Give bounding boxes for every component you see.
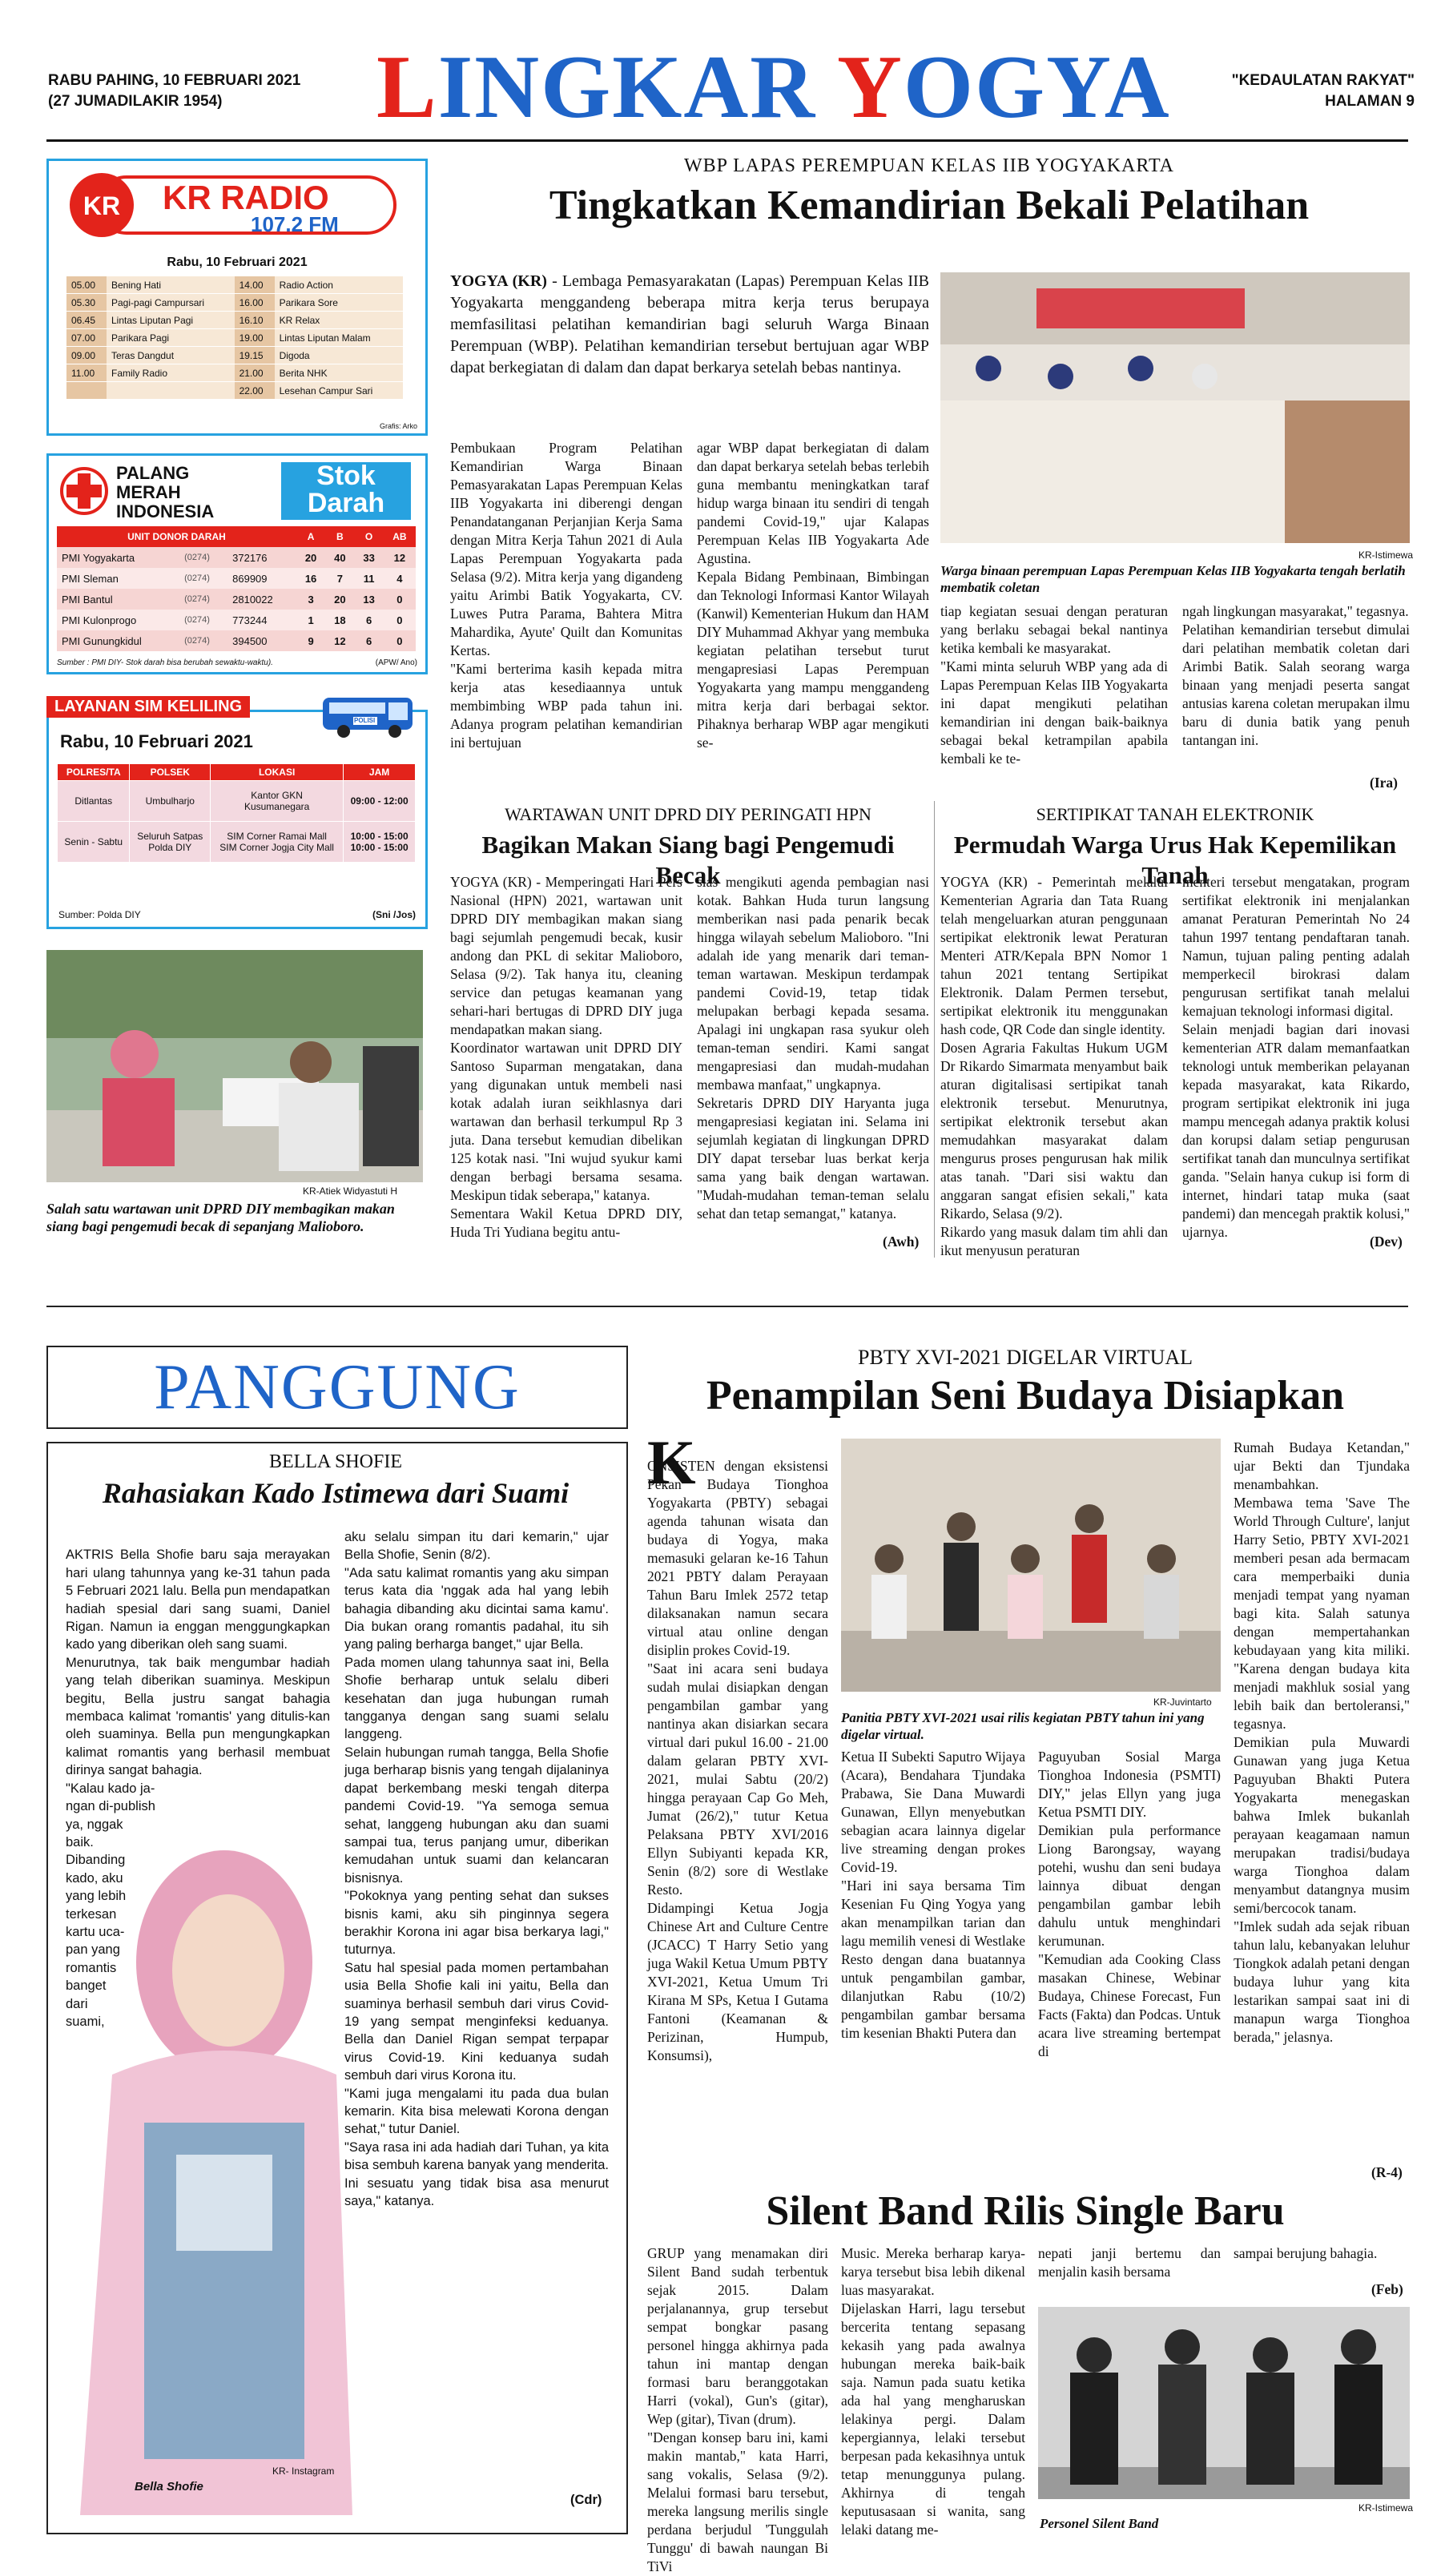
sim-header-cell: POLSEK bbox=[130, 764, 211, 781]
pmi-box bbox=[46, 453, 428, 674]
pmi-unit-cell: 372176 bbox=[227, 547, 296, 568]
bus-label: POLISI bbox=[354, 717, 376, 724]
bella-photo-label: Bella Shofie bbox=[135, 2480, 203, 2493]
pmi-stock-cell: 3 bbox=[296, 589, 325, 610]
schedule-time: 09.00 bbox=[66, 347, 107, 364]
pmi-stock-cell: 13 bbox=[354, 589, 383, 610]
schedule-row bbox=[66, 347, 403, 364]
sim-cell: Umbulharjo bbox=[130, 781, 211, 822]
wbp-photo-caption: Warga binaan perempuan Lapas Perempuan Kelas IIB Yogyakarta tengah berlatih membatik coletan bbox=[940, 563, 1406, 595]
bella-col-1 bbox=[66, 1528, 330, 2029]
pmi-stock-cell: 1 bbox=[296, 610, 325, 630]
panggung-banner bbox=[46, 1346, 628, 1429]
becak-photo-credit: KR-Atiek Widyastuti H bbox=[303, 1185, 398, 1197]
pmi-unit-cell: 2810022 bbox=[227, 589, 296, 610]
wbp-headline: Tingkatkan Kemandirian Bekali Pelatihan bbox=[549, 183, 1310, 228]
pmi-unit-cell: PMI Gunungkidul bbox=[57, 630, 179, 651]
photo-pbty-panel bbox=[841, 1439, 1221, 1692]
sertifikat-headline: Permudah Warga Urus Hak Kepemilikan Tanah bbox=[953, 831, 1397, 889]
wbp-signature: (Ira) bbox=[1370, 775, 1398, 791]
pmi-cross-icon bbox=[60, 467, 108, 515]
pmi-unit-cell: PMI Kulonprogo bbox=[57, 610, 179, 630]
kr-radio-schedule-table bbox=[66, 276, 403, 400]
bella-photo-credit: KR- Instagram bbox=[272, 2465, 335, 2477]
bella-headline: Rahasiakan Kado Istimewa dari Suami bbox=[102, 1477, 570, 1509]
pmi-title-line3: INDONESIA bbox=[116, 501, 215, 521]
stok-label: Stok bbox=[316, 461, 376, 491]
pmi-stock-cell: 4 bbox=[384, 568, 416, 589]
pmi-stock-cell: 0 bbox=[384, 610, 416, 630]
pmi-stock-cell: 0 bbox=[384, 589, 416, 610]
silent-photo-caption: Personel Silent Band bbox=[1040, 2516, 1159, 2531]
schedule-time bbox=[66, 382, 107, 400]
title-word-ingkar: INGKAR bbox=[437, 38, 838, 137]
sim-credit: (Sni /Jos) bbox=[372, 909, 416, 920]
kr-radio-box bbox=[46, 159, 428, 436]
schedule-time: 06.45 bbox=[66, 312, 107, 329]
title-letter-l: L bbox=[376, 38, 438, 137]
svg-text:KR: KR bbox=[83, 191, 121, 220]
sim-date: Rabu, 10 Februari 2021 bbox=[60, 731, 253, 751]
kr-radio-frequency: 107.2 FM bbox=[251, 212, 339, 236]
sertifikat-col-2: menteri tersebut mengatakan, program sertifikat elektronik ini menjalankan amanat Peraturan Pemerintah No 24 tahun 1997 tentang pendaftaran tanah. Namun, tujuan paling penting adalah memperkecil birokrasi dalam pengurusan sertifikat tanah melalui kemajuan teknologi informasi digital. Selain menjadi bagian dari inovasi kementerian ATR dalam memanfaatkan teknologi untuk memberikan pelayanan kepada masyarakat, kata Rikardo, program sertipikat elektronik ini juga mampu mencegah adanya praktik kolusi dan korupsi dalam setiap pengurusan sertifikat tanah dan munculnya sertifikat ganda. "Selain hanya cukup isi form di internet, hindari tatap muka (saat pandemi) dan mencegah praktik kolusi," ujarnya. bbox=[1182, 874, 1410, 1240]
masthead-right bbox=[1232, 70, 1415, 112]
publisher-name: "KEDAULATAN RAKYAT" bbox=[1231, 72, 1415, 89]
pmi-header-cell: O bbox=[354, 526, 383, 547]
kr-radio-date: Rabu, 10 Februari 2021 bbox=[167, 256, 308, 269]
pmi-unit-cell: 869909 bbox=[227, 568, 296, 589]
pmi-unit-cell: (0274) bbox=[179, 630, 227, 651]
pbty-col-4: Rumah Budaya Ketandan," ujar Bekti dan Tjundaka menambahkan. Membawa tema 'Save The World Through Culture', lanjut Harry Setio, PBTY XVI-2021 memberi pesan ada bermacam cara memperbaiki dunia menjadi tempat yang nyaman bagi kita. Salah satunya dengan mempertahankan kebudayaan yang kita miliki. "Karena dengan budaya kita menjadi makhluk sosial yang lebih baik dan bertoleransi," tegasnya. Demikian pula Muwardi Gunawan yang juga Ketua Paguyuban Bhakti Putera Yogyakarta menegaskan bahwa Imlek bukanlah perayaan keagamaan namun merupakan tradisi/budaya warga Tionghoa dalam menyambut datangnya musim semi/bercocok tanam. "Imlek sudah ada sejak ribuan tahun lalu, kebanyakan leluhur Tiongkok adalah petani dengan budaya luhur yang kita lestarikan sampai saat ini di manapun warga Tionghoa berada," jelasnya. bbox=[1234, 1439, 1410, 2045]
schedule-program: Parikara Pagi bbox=[107, 329, 235, 347]
sim-row bbox=[58, 781, 416, 822]
wbp-photo-credit: KR-Istimewa bbox=[1358, 549, 1414, 561]
pmi-header-cell: AB bbox=[384, 526, 416, 547]
pmi-unit-cell: 394500 bbox=[227, 630, 296, 651]
pmi-unit-cell: 773244 bbox=[227, 610, 296, 630]
kr-radio-name: KR RADIO bbox=[163, 179, 329, 216]
pmi-unit-cell: (0274) bbox=[179, 547, 227, 568]
silent-col-1: GRUP yang menamakan diri Silent Band sudah terbentuk sejak 2015. Dalam perjalanannya, grup tersebut sempat bongkar pasang personel hingga akhirnya pada tahun ini mantap dengan formasi baru beranggotakan Harri (vokal), Gun's (gitar), Wep (gitar), Tivan (drum). "Dengan konsep baru ini, kami makin mantab," kata Harri, sang vokalis, Selasa (9/2). Melalui formasi baru tersebut, mereka langsung merilis single perdana berjudul 'Tunggulah Tunggu' di bawah naungan Bi TiVi bbox=[647, 2245, 828, 2574]
schedule-row bbox=[66, 364, 403, 382]
sim-header-cell: JAM bbox=[344, 764, 416, 781]
pmi-unit-cell: PMI Yogyakarta bbox=[57, 547, 179, 568]
pmi-stock-cell: 7 bbox=[325, 568, 354, 589]
stok-darah-badge bbox=[281, 462, 411, 520]
section-divider bbox=[46, 1306, 1408, 1307]
hpn-kicker: WARTAWAN UNIT DPRD DIY PERINGATI HPN bbox=[505, 804, 871, 824]
schedule-program: Pagi-pagi Campursari bbox=[107, 294, 235, 312]
pmi-unit-cell: PMI Bantul bbox=[57, 589, 179, 610]
schedule-time: 19.00 bbox=[235, 329, 275, 347]
wbp-kicker: WBP LAPAS PEREMPUAN KELAS IIB YOGYAKARTA bbox=[683, 155, 1175, 176]
pmi-stock-cell: 6 bbox=[354, 610, 383, 630]
pmi-header-row bbox=[57, 526, 416, 547]
pmi-title-line2: MERAH bbox=[116, 482, 181, 502]
sim-title: LAYANAN SIM KELILING bbox=[46, 696, 250, 718]
hpn-signature: (Awh) bbox=[883, 1234, 920, 1250]
sim-cell: 09:00 - 12:00 bbox=[344, 781, 416, 822]
sim-source: Sumber: Polda DIY bbox=[58, 909, 141, 920]
kr-radio-logo bbox=[66, 171, 403, 239]
sim-row bbox=[58, 822, 416, 863]
schedule-time: 22.00 bbox=[235, 382, 275, 400]
wbp-lead-text: - Lembaga Pemasyarakatan (Lapas) Perempuan Kelas IIB Yogyakarta menggandeng beberapa mitra kerja terus berupaya memfasilitasi pelatihan kemandirian bagi seluruh Warga Binaan Perempuan (WBP). Pelatihan kemandirian tersebut bertujuan agar WBP dapat berkegiatan di dalam dan dapat berkarya setelah bebas nantinya. bbox=[450, 272, 930, 376]
pbty-signature: (R-4) bbox=[1371, 2164, 1403, 2180]
pbty-col-1 bbox=[647, 1439, 828, 2184]
date-javanese: (27 JUMADILAKIR 1954) bbox=[48, 93, 223, 110]
pmi-stock-cell: 12 bbox=[325, 630, 354, 651]
sim-box bbox=[46, 698, 428, 929]
pmi-header-cell: UNIT DONOR DARAH bbox=[57, 526, 296, 547]
schedule-time: 16.10 bbox=[235, 312, 275, 329]
sim-cell: 10:00 - 15:00 10:00 - 15:00 bbox=[344, 822, 416, 863]
photo-becak-lunch bbox=[46, 950, 423, 1182]
pmi-stock-cell: 12 bbox=[384, 547, 416, 568]
schedule-program: Lintas Liputan Malam bbox=[275, 329, 403, 347]
wbp-lead bbox=[450, 271, 929, 379]
pbty-dropcap: K bbox=[647, 1427, 696, 1497]
sim-header-cell: POLRES/TA bbox=[58, 764, 130, 781]
schedule-time: 16.00 bbox=[235, 294, 275, 312]
pmi-stock-cell: 20 bbox=[296, 547, 325, 568]
schedule-time: 07.00 bbox=[66, 329, 107, 347]
date-line bbox=[48, 70, 300, 112]
silent-headline: Silent Band Rilis Single Baru bbox=[766, 2188, 1285, 2234]
pmi-header-cell: B bbox=[325, 526, 354, 547]
photo-silent-band bbox=[1038, 2307, 1410, 2499]
bella-col-1-text: AKTRIS Bella Shofie baru saja merayakan hari ulang tahunnya yang ke-31 tahun pada 5 Februari 2021 lalu. Bella pun mendapatkan hadiah spesial dari sang suami, Daniel Rigan. Namun ia enggan menggungkapkan kado yang diberikan oleh sang suami. Menurutnya, tak baik mengumbar hadiah yang telah diberikan suaminya. Meskipun begitu, Bella justru sangat bahagia membaca kalimat 'romantis' yang ditulis-kan oleh suaminya. Bella pun mengungkapkan kalimat romantis yang berhasil membuat dirinya sangat bahagia. "Kalau kado ja- ngan di-publish ya, nggak baik. Dibanding kado, aku yang lebih terkesan kartu uca- pan yang romantis banget dari suami, bbox=[66, 1548, 330, 2029]
pbty-kicker: PBTY XVI-2021 DIGELAR VIRTUAL bbox=[857, 1346, 1193, 1369]
wbp-col-4: ngah lingkungan masyarakat," tegasnya. Pelatihan kemandirian tersebut dimulai dari pelatihan membatik coletan dari Arimbi Batik. Salah seorang warga binaan yang menjadi peserta sangat antusias karena coletan merupakan ilmu baru di dunia batik yang penuh tantangan ini. bbox=[1182, 603, 1410, 748]
photo-batik-training bbox=[940, 272, 1410, 543]
pmi-unit-cell: PMI Sleman bbox=[57, 568, 179, 589]
column-divider-1 bbox=[934, 801, 935, 1258]
silent-signature: (Feb) bbox=[1371, 2281, 1403, 2297]
title-word-ogya: OGYA bbox=[903, 38, 1171, 137]
schedule-time: 19.15 bbox=[235, 347, 275, 364]
becak-photo-caption: Salah satu wartawan unit DPRD DIY membagikan makan siang bagi pengemudi becak di sepanjang Malioboro. bbox=[46, 1201, 395, 1234]
wbp-lead-dateline: YOGYA (KR) bbox=[450, 272, 547, 290]
pmi-table-wrap bbox=[57, 526, 416, 651]
pmi-stock-cell: 11 bbox=[354, 568, 383, 589]
masthead-rule bbox=[46, 139, 1408, 142]
pmi-stock-cell: 40 bbox=[325, 547, 354, 568]
schedule-program: Digoda bbox=[275, 347, 403, 364]
kr-radio-credit: Grafis: Arko bbox=[379, 422, 417, 430]
sim-cell: Ditlantas bbox=[58, 781, 130, 822]
schedule-program: Lesehan Campur Sari bbox=[275, 382, 403, 400]
sim-table-wrap bbox=[57, 763, 416, 863]
wbp-col-3: tiap kegiatan sesuai dengan peraturan yang berlaku sebagai bekal nantinya ketika kembali ke masyarakat. "Kami minta seluruh WBP yang ada di Lapas Perempuan Kelas IIB Yogyakarta ini dapat mengikuti pelatihan kemandirian ini dengan baik-baiknya sebagai bekal ketrampilan apabila kembali ke te- bbox=[940, 603, 1168, 767]
bus-icon bbox=[321, 693, 417, 741]
hpn-headline: Bagikan Makan Siang bagi Pengemudi Becak bbox=[481, 831, 895, 889]
silent-col-4: sampai berujung bahagia. bbox=[1234, 2245, 1378, 2261]
pmi-stock-cell: 0 bbox=[384, 630, 416, 651]
schedule-program: Berita NHK bbox=[275, 364, 403, 382]
schedule-time: 05.00 bbox=[66, 276, 107, 294]
bella-signature: (Cdr) bbox=[570, 2493, 602, 2507]
sertifikat-col-1: YOGYA (KR) - Pemerintah melalui Kementerian Agraria dan Tata Ruang telah mengeluarkan aturan penggunaan sertipikat elektronik lewat Peraturan Menteri ATR/Kepala BPN Nomor 1 tahun 2021 tentang Sertipikat Elektronik. Dalam Permen tersebut, sertipikat elektronik itu menggunakan hash code, QR Code dan single identity. Dosen Agraria Fakultas Hukum UGM Dr Rikardo Simarmata menyambut baik aturan digitalisasi sertipikat tanah elektronik tersebut. Menurutnya, sertipikat elektronik tersebut akan memudahkan masyarakat dalam mengurus proses pengurusan hak milik atas tanah. "Dari sisi waktu dan anggaran sangat efisien sekali," kata Rikardo, Selasa (9/2). Rikardo yang masuk dalam tim ahli dan ikut menyusun peraturan bbox=[940, 874, 1168, 1258]
schedule-row bbox=[66, 312, 403, 329]
schedule-row bbox=[66, 276, 403, 294]
sim-cell: Kantor GKN Kusumanegara bbox=[211, 781, 344, 822]
pbty-col-3: Paguyuban Sosial Marga Tionghoa Indonesia (PSMTI) DIY," jelas Ellyn yang juga Ketua PSMTI DIY. Demikian pula performance Liong Barongsay, wayang potehi, wushu dan seni budaya lainnya dibuat dengan pengambilan gambar lebih dahulu untuk menghindari kerumunan. "Kemudian ada Cooking Class masakan Chinese, Webinar Budaya, Chinese Forecast, Fun Facts (Fakta) dan Podcas. Untuk acara live streaming bertempat di bbox=[1038, 1749, 1221, 2059]
pmi-header-cell: A bbox=[296, 526, 325, 547]
sim-schedule-table bbox=[57, 763, 416, 863]
pbty-photo-caption: Panitia PBTY XVI-2021 usai rilis kegiatan PBTY tahun ini yang digelar virtual. bbox=[841, 1710, 1205, 1742]
pmi-row bbox=[57, 568, 416, 589]
panggung-label: PANGGUNG bbox=[154, 1352, 521, 1423]
silent-col-2: Music. Mereka berharap karya-karya tersebut bisa lebih dikenal luas masyarakat. Dijelaskan Harri, lagu tersebut bercerita tentang sepasang kekasih yang pada awalnya hubungan mereka baik-baik saja. Namun pada suatu ketika ada hal yang mengharuskan lelakinya pergi. Dalam kepergiannya, lelaki tersebut berpesan pada kekasihnya untuk tetap menunggunya pulang. Akhirnya di tengah keputusasaan si wanita, sang lelaki datang me- bbox=[841, 2245, 1025, 2538]
schedule-program: Lintas Liputan Pagi bbox=[107, 312, 235, 329]
kr-radio-schedule bbox=[66, 276, 403, 400]
wbp-col-1: Pembukaan Program Pelatihan Kemandirian Warga Binaan Pemasyarakatan Lapas Perempuan Kelas IIB Yogyakarta ini diberengi dengan Penandatanganan Perjanjian Kerja Sama dengan Mitra Kerja Tahun 2021 di Aula Lapas Perempuan Yogyakarta pada Selasa (9/2). Mitra kerja yang digandeng yaitu Arimbi Batik Yogyakarta, CV. Luwes Putra Parama, Bahtera Mitra Mahardika, Ayute' Quilt dan Komunitas Kertas. "Kami berterima kasih kepada mitra kerja atas kesediaannya untuk membimbing WBP pada tahun ini. Adanya program pelatihan kemandirian ini bertujuan bbox=[450, 440, 682, 751]
schedule-time: 21.00 bbox=[235, 364, 275, 382]
pmi-stock-cell: 6 bbox=[354, 630, 383, 651]
schedule-time: 11.00 bbox=[66, 364, 107, 382]
schedule-program: KR Relax bbox=[275, 312, 403, 329]
sim-cell: Senin - Sabtu bbox=[58, 822, 130, 863]
pmi-unit-cell: (0274) bbox=[179, 589, 227, 610]
bella-col-2: aku selalu simpan itu dari kemarin," ujar Bella Shofie, Senin (8/2). "Ada satu kalimat romantis yang aku simpan terus kata dia 'nggak ada hal yang lebih bahagia dibanding aku dicintai sama kamu'. Dia bukan orang romantis padahal, itu sih yang paling berharga banget," ujar Bella. Pada momen ulang tahunnya saat ini, Bella Shofie berharap untuk selalu diberi kesehatan dan juga hubungan rumah tangganya dengan sang suami selalu langgeng. Selain hubungan rumah tangga, Bella Shofie juga berharap bisnis yang tengah dijalaninya dapat berkembang meski tengah diterpa pandemi Covid-19. "Ya semoga semua sehat, langgeng hubungan aku dan suami sampai tua, terus panjang umur, diberikan kemudahan untuk suami dan kelancaran bisnisnya. "Pokoknya yang penting sehat dan sukses bisnis kami, aku sih pinginnya segera berakhir Korona ini agar bisa berkarya lagi," tuturnya. Satu hal spesial pada momen pertambahan usia Bella Shofie kali ini yaitu, Bella dan suaminya berhasil sembuh dari virus Covid-19 yang sempat menginfeksi keduanya. Bella dan Daniel Rigan sempat terpapar virus Covid-19. Kini keduanya sudah sembuh dari virus Korona itu. "Kami juga mengalami itu pada dua bulan kemarin. Kita bisa melewati Korona dengan sehat," tutur Daniel. "Saya rasa ini ada hadiah dari Tuhan, ya kita bisa sembuh karena banyak yang menderita. Ini sesuatu yang tidak bisa asa menurut saya," katanya. bbox=[344, 1530, 609, 2209]
pmi-row bbox=[57, 630, 416, 651]
bella-kicker: BELLA SHOFIE bbox=[268, 1451, 402, 1472]
pmi-row bbox=[57, 589, 416, 610]
pbty-photo-credit: KR-Juvintarto bbox=[1153, 1697, 1212, 1708]
hpn-col-1: YOGYA (KR) - Memperingati Hari Pers Nasional (HPN) 2021, wartawan unit DPRD DIY membagikan makan siang bagi sejumlah pengemudi becak, kusir andong dan PKL di sekitar Malioboro, Selasa (9/2). Tak hanya itu, cleaning service dan petugas keamanan yang sehari-hari bertugas di DPRD DIY juga mendapatkan makan siang. Koordinator wartawan unit DPRD DIY Santoso Suparman mengatakan, dana yang digunakan untuk membeli nasi kotak adalah iuran seikhlasnya dari wartawan dan berhasil terkumpul Rp 3 juta. Dana tersebut kemudian dibelikan 125 kotak nasi. "Ini wujud syukur kami dengan berbagi bersama sesama. Meskipun tidak seberapa," katanya. Sementara Wakil Ketua DPRD DIY, Huda Tri Yudiana begitu antu- bbox=[450, 874, 682, 1240]
pmi-stock-cell: 20 bbox=[325, 589, 354, 610]
title-letter-y: Y bbox=[837, 38, 904, 137]
newspaper-title bbox=[376, 38, 1171, 137]
schedule-row bbox=[66, 294, 403, 312]
schedule-time: 05.30 bbox=[66, 294, 107, 312]
pmi-row bbox=[57, 547, 416, 568]
pmi-unit-cell: (0274) bbox=[179, 568, 227, 589]
schedule-time: 14.00 bbox=[235, 276, 275, 294]
pbty-col-1-text: ONSISTEN dengan eksistensi Pekan Budaya Tionghoa Yogyakarta (PBTY) sebagai agenda tahunan wisata dan budaya di Yogya, maka memasuki gelaran ke-16 Tahun 2021 PBTY dalam Perayaan Tahun Baru Imlek 2572 tetap dilaksanakan namun secara virtual atau online dengan disiplin prokes Covid-19. "Saat ini acara seni budaya sudah mulai disiapkan dengan pengambilan gambar yang nantinya akan disiarkan secara virtual dari pukul 16.00 - 21.00 dalam gelaran PBTY XVI-2021, mulai Sabtu (20/2) hingga perayaan Cap Go Meh, Jumat (26/2)," tutur Ketua Pelaksana PBTY XVI/2016 Ellyn Subiyanti kepada KR, Senin (8/2) sore di Westlake Resto. Didampingi Ketua Jogja Chinese Art and Culture Centre (JCACC) T Harry Setio yang juga Wakil Ketua Umum PBTY XVI-2021, Ketua Umum Tri Kirana M SPs, Ketua I Gutama Fantoni (Keamanan & Perizinan, Humpub, Konsumsi), bbox=[647, 1458, 828, 2063]
pmi-title bbox=[116, 464, 214, 521]
hpn-col-2: sias mengikuti agenda pembagian nasi kotak. Bahkan Huda turun langsung memberikan nasi pada penarik becak hingga wilayah sebelum Malioboro. "Ini adalah ide yang menarik dari teman-teman wartawan. Meskipun terdampak pandemi Covid-19, tetap tidak melupakan berbagi kepada sesama. Apalagi ini ungkapan rasa syukur oleh teman-teman sendiri. Kami sangat mengapresiasi dan mudah-mudahan membawa manfaat," ungkapnya. Sekretaris DPRD DIY Haryanta juga mengapresiasi kegiatan ini. Selama ini sejumlah kegiatan di lingkungan DPRD DIY dapat tersebar luas berkat kerja sama yang baik dengan wartawan. "Mudah-mudahan teman-teman selalu sehat dan tetap semangat," katanya. bbox=[697, 874, 929, 1222]
pbty-headline: Penampilan Seni Budaya Disiapkan bbox=[706, 1373, 1345, 1419]
schedule-program: Teras Dangdut bbox=[107, 347, 235, 364]
sim-cell: SIM Corner Ramai Mall SIM Corner Jogja City Mall bbox=[211, 822, 344, 863]
pmi-credit: (APW/ Ano) bbox=[375, 658, 417, 667]
pmi-stock-cell: 16 bbox=[296, 568, 325, 589]
sertifikat-signature: (Dev) bbox=[1370, 1234, 1403, 1250]
silent-col-3: nepati janji bertemu dan menjalin kasih bersama bbox=[1038, 2245, 1221, 2280]
sim-header-row bbox=[58, 764, 416, 781]
pmi-row bbox=[57, 610, 416, 630]
pmi-title-line1: PALANG bbox=[116, 463, 190, 483]
schedule-program bbox=[107, 382, 235, 400]
pmi-unit-cell: (0274) bbox=[179, 610, 227, 630]
schedule-row bbox=[66, 382, 403, 400]
pmi-stock-cell: 33 bbox=[354, 547, 383, 568]
darah-label: Darah bbox=[307, 488, 385, 518]
pmi-stock-cell: 18 bbox=[325, 610, 354, 630]
schedule-row bbox=[66, 329, 403, 347]
schedule-program: Radio Action bbox=[275, 276, 403, 294]
pmi-blood-stock-table bbox=[57, 526, 416, 651]
schedule-program: Family Radio bbox=[107, 364, 235, 382]
schedule-program: Parikara Sore bbox=[275, 294, 403, 312]
pmi-stock-cell: 9 bbox=[296, 630, 325, 651]
pbty-col-2: Ketua II Subekti Saputro Wijaya (Acara), Bendahara Tjundaka Prabawa, Sie Dana Muwardi Gunawan, Ellyn menyebutkan sebagian acara lainnya digelar live streaming dengan prokes Covid-19. "Hari ini saya bersama Tim Kesenian Fu Qing Yogya yang akan menampilkan tarian dan lagu memilih venesi di Westlake Resto dengan dana buatannya untuk pengambilan gambar, dilanjutkan Rabu (10/2) pengambilan gambar bersama tim kesenian Bhakti Putera dan bbox=[841, 1749, 1025, 2041]
sim-header-cell: LOKASI bbox=[211, 764, 344, 781]
schedule-program: Bening Hati bbox=[107, 276, 235, 294]
page-number: HALAMAN 9 bbox=[1325, 93, 1415, 110]
sertifikat-kicker: SERTIPIKAT TANAH ELEKTRONIK bbox=[1036, 804, 1314, 824]
sim-cell: Seluruh Satpas Polda DIY bbox=[130, 822, 211, 863]
date-gregorian: RABU PAHING, 10 FEBRUARI 2021 bbox=[48, 72, 301, 89]
silent-photo-credit: KR-Istimewa bbox=[1358, 2502, 1414, 2514]
pmi-footnote: Sumber : PMI DIY- Stok darah bisa berubah sewaktu-waktu). bbox=[57, 658, 273, 667]
wbp-col-2: agar WBP dapat berkegiatan di dalam dan dapat berkarya setelah bebas terlebih guna membantu meningkatkan taraf hidup warga binaan itu sendiri di tengah pandemi Covid-19," ujar Kalapas Perempuan Kelas IIB Yogyakarta Ade Agustina. Kepala Bidang Pembinaan, Bimbingan dan Teknologi Informasi Kantor Wilayah (Kanwil) Kementerian Hukum dan HAM DIY Muhammad Akhyar yang membuka kegiatan pelatihan tersebut turut mengapresiasi Lapas Perempuan Yogyakarta yang mampu menggandeng mitra kerja dari berbagai sektor. Pihaknya berharap WBP agar mengikuti se- bbox=[697, 440, 929, 751]
